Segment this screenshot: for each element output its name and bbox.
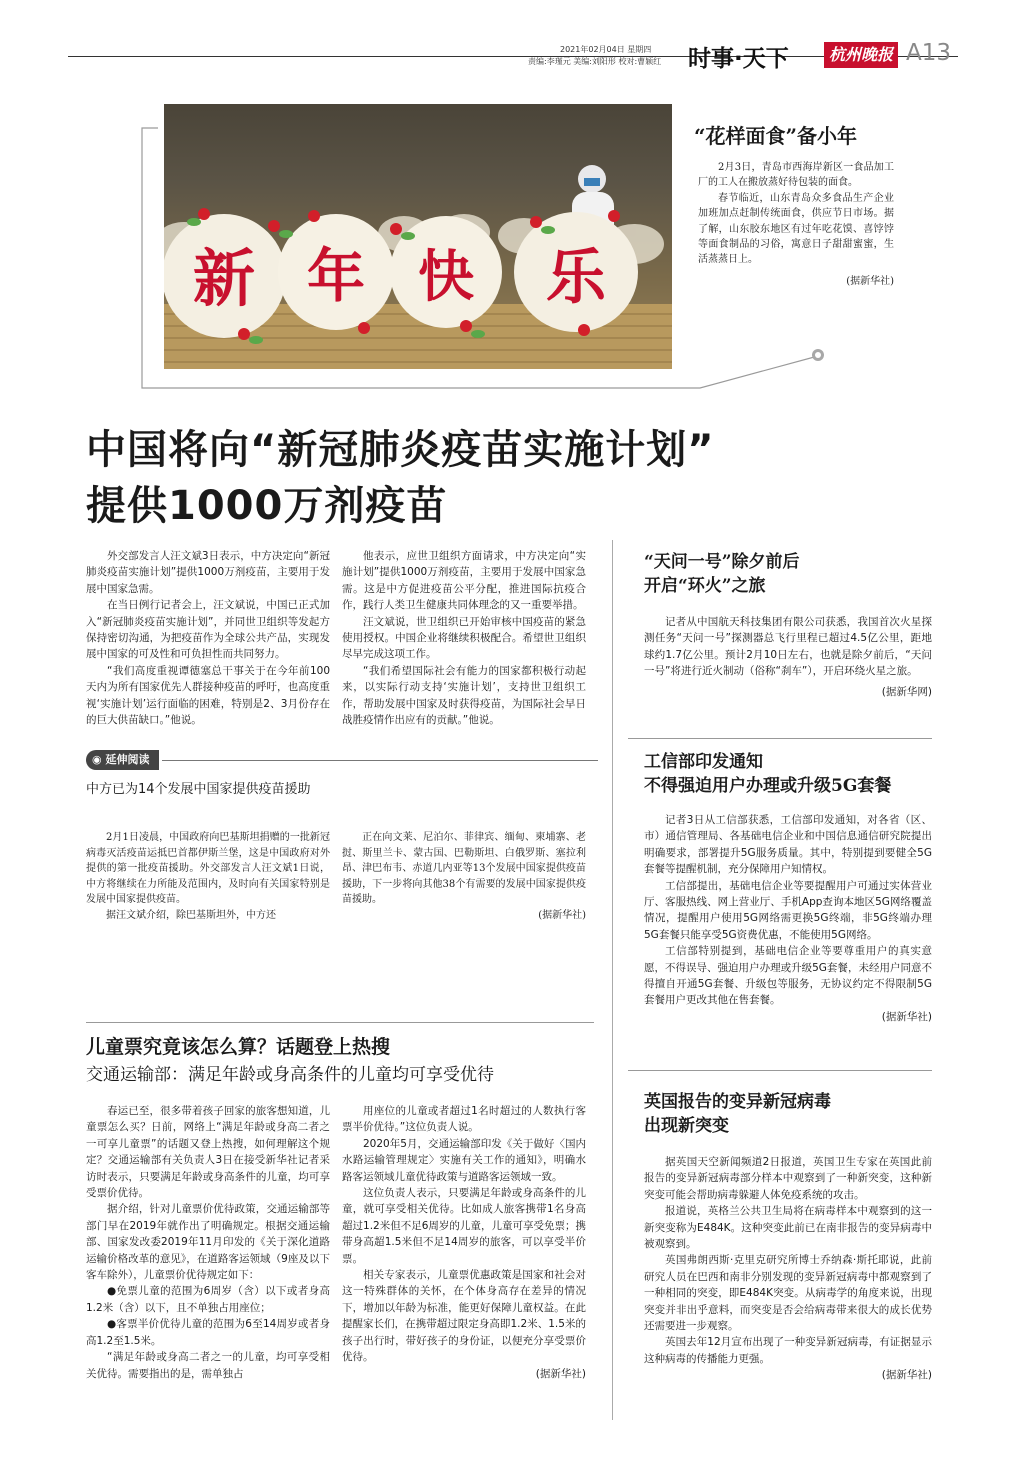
main-story-col-2 (342, 548, 586, 728)
extended-col-1 (86, 830, 330, 924)
photo-feature-para-2: 春节临近，山东青岛众多食品生产企业加班加点赶制传统面食，供应节日市场。据了解，山东胶东地区有过年吃花馍、喜饽饽等面食制品的习俗，寓意日子甜甜蜜蜜，生活蒸蒸日上。 (698, 192, 894, 266)
miit-headline (644, 750, 891, 798)
extended-col-2 (342, 830, 586, 924)
children-ticket-subhead: 交通运输部：满足年龄或身高条件的儿童均可享受优待 (86, 1065, 494, 1085)
photo-feature-source: (据新华社) (846, 275, 894, 287)
children-ticket-para-4: ●客票半价优待儿童的范围为6至14周岁或者身高1.2至1.5米。 (86, 1318, 330, 1347)
children-ticket-source: (据新华社) (535, 1367, 586, 1380)
extended-para-3: 正在向文莱、尼泊尔、菲律宾、缅甸、柬埔寨、老挝、斯里兰卡、蒙古国、巴勒斯坦、白俄罗斯、塞拉利昂、津巴布韦、赤道几内亚等13个发展中国家提供疫苗援助，下一步将向其他38个有需要的发展中国家提供疫苗援助。 (342, 832, 586, 906)
issue-date: 2021年02月04日 星期四 (560, 45, 652, 54)
miit-body (644, 812, 932, 1025)
photo-feature-para-1: 2月3日，青岛市西海岸新区一食品加工厂的工人在搬放蒸好待包装的面食。 (698, 162, 894, 189)
main-headline-line-2: 提供1000万剂疫苗 (86, 483, 448, 529)
uk-virus-body (644, 1154, 932, 1384)
tianwen-headline (644, 550, 800, 598)
uk-virus-para-2: 报道说，英格兰公共卫生局将在病毒样本中观察到的这一新突变称为E484K。这种突变此前已在南非报告的变异病毒中被观察到。 (644, 1205, 932, 1251)
extended-reading-label-text: 延伸阅读 (105, 753, 150, 766)
photo-feature-text (698, 160, 894, 289)
bun-character-1: 新 (192, 242, 256, 315)
children-ticket-top-rule (86, 1022, 594, 1023)
tianwen-headline-line-2: 开启“环火”之旅 (644, 576, 766, 596)
children-ticket-para-8: 这位负责人表示，只要满足年龄或身高条件的儿童，就可享受相关优待。比如成人旅客携带1名身高超过1.2米但不足6周岁的儿童，儿童可享受免票；携带身高超1.5米但不足14周岁的旅客，可以享受半价票。 (342, 1187, 586, 1265)
bun-character-3: 快 (418, 244, 474, 310)
children-ticket-para-1: 春运已至，很多带着孩子回家的旅客想知道，儿童票怎么买？日前，网络上“满足年龄或身高二者之一可享儿童票”的话题又登上热搜，如何理解这个规定？交通运输部有关负责人3日在接受新华社记者采访时表示，只要满足年龄或身高条件的儿童，均可享受票价优待。 (86, 1105, 330, 1200)
uk-virus-headline (644, 1090, 831, 1138)
children-ticket-para-6: 用座位的儿童或者超过1名时超过的人数执行客票半价优待。”这位负责人说。 (342, 1105, 586, 1134)
main-story-para-3: “我们高度重视谭德塞总干事关于在今年前100天内为所有国家优先人群接种疫苗的呼吁，也高度重视‘实施计划’运行面临的困难，特别是2、3月份存在的巨大供苗缺口。”他说。 (86, 664, 330, 727)
extended-source: (据新华社) (538, 909, 586, 921)
main-story-para-5: 汪文斌说，世卫组织已开始审核中国疫苗的紧急使用授权。中国企业将继续积极配合。希望世卫组织尽早完成这项工作。 (342, 615, 586, 661)
children-ticket-para-9: 相关专家表示，儿童票优惠政策是国家和社会对这一特殊群体的关怀，在个体身高存在差异的情况下，增加以年龄为标准，能更好保障儿童权益。在此提醒家长们，在携带超过限定身高即1.2米、1.5米的孩子出行时，带好孩子的身份证，以便充分享受票价优待。 (342, 1269, 586, 1364)
miit-source: (据新华社) (881, 1010, 932, 1023)
newspaper-logo: 杭州晚报 (824, 42, 898, 68)
chat-bubble-icon: ◉ (92, 753, 102, 766)
right-column-divider (612, 540, 613, 1420)
uk-virus-para-3: 英国弗朗西斯·克里克研究所博士乔纳森·斯托耶说，此前研究人员在巴西和南非分别发现的变异新冠病毒中都观察到了一种相同的突变，即E484K突变。从病毒学的角度来说，出现突变并非出乎意料，而突变是否会给病毒带来很大的成长优势还需要进一步观察。 (644, 1254, 932, 1333)
editor-credits: 责编:李瑾元 美编:刘阳形 校对:曹颖红 (528, 57, 662, 66)
miit-para-1: 记者3日从工信部获悉，工信部印发通知，对各省（区、市）通信管理局、各基础电信企业和中国信息通信研究院提出明确要求，部署提升5G服务质量。其中，特别提到要健全5G套餐等提醒机制，充分保障用户知情权。 (644, 814, 932, 876)
page-number: A13 (906, 40, 952, 66)
extended-para-1: 2月1日凌晨，中国政府向巴基斯坦捐赠的一批新冠病毒灭活疫苗运抵巴首都伊斯兰堡，这是中国政府对外提供的第一批疫苗援助。外交部发言人汪文斌1日说，中方将继续在力所能及范围内，及时向有关国家特别是发展中国家提供疫苗。 (86, 832, 330, 906)
tianwen-body (644, 614, 932, 700)
extended-para-2: 据汪文斌介绍，除巴基斯坦外，中方还 (106, 909, 276, 921)
children-ticket-para-2: 据介绍，针对儿童票价优待政策，交通运输部等部门早在2019年就作出了明确规定。根据交通运输部、国家发改委2019年11月印发的《关于深化道路运输价格改革的意见》，在道路客运领域（9座及以下客车除外），儿童票价优待规定如下： (86, 1203, 330, 1282)
miit-para-3: 工信部特别提到，基础电信企业等要尊重用户的真实意愿，不得误导、强迫用户办理或升级5G套餐，未经用户同意不得擅自开通5G套餐、升级包等服务，无协议约定不得限制5G套餐用户更改其他在售套餐。 (644, 945, 932, 1007)
uk-virus-para-1: 据英国天空新闻频道2日报道，英国卫生专家在英国此前报告的变异新冠病毒部分样本中观察到了一种新突变，这种新突变可能会帮助病毒躲避人体免疫系统的攻击。 (644, 1156, 932, 1201)
main-story-para-4: 他表示，应世卫组织方面请求，中方决定向“实施计划”提供1000万剂疫苗，主要用于发展中国家急需。这是中方促进疫苗公平分配，推进国际抗疫合作，践行人类卫生健康共同体理念的又一重要举措。 (342, 550, 586, 612)
children-ticket-col-1 (86, 1103, 330, 1382)
tianwen-headline-line-1: “天问一号”除夕前后 (644, 552, 800, 572)
uk-virus-source: (据新华社) (881, 1369, 932, 1382)
miit-para-2: 工信部提出，基础电信企业等要提醒用户可通过实体营业厅、客服热线、网上营业厅、手机App查询本地区5G网络覆盖情况，提醒用户使用5G网络需更换5G终端，非5G终端办理5G套餐只能享受5G资费优惠，不能使用5G网络。 (644, 879, 932, 941)
photo-feature-title: “花样面食”备小年 (694, 124, 858, 148)
section-name: 时事·天下 (688, 46, 789, 72)
extended-reading-rule (162, 760, 598, 761)
extended-reading-label (86, 750, 159, 770)
main-headline-line-1: 中国将向“新冠肺炎疫苗实施计划” (86, 427, 715, 473)
bun-character-2: 年 (306, 242, 366, 310)
children-ticket-para-5: “满足年龄或身高二者之一的儿童，均可享受相关优待。需要指出的是，需单独占 (86, 1351, 330, 1380)
main-story-para-6: “我们希望国际社会有能力的国家都积极行动起来，以实际行动支持‘实施计划’，支持世卫组织工作，帮助发展中国家及时获得疫苗，为国际社会早日战胜疫情作出应有的贡献。”他说。 (342, 664, 586, 727)
photo-scene (164, 104, 672, 369)
extended-reading-subtitle: 中方已为14个发展中国家提供疫苗援助 (86, 782, 311, 797)
children-ticket-para-3: ●免票儿童的范围为6周岁（含）以下或者身高1.2米（含）以下，且不单独占用座位； (86, 1285, 330, 1314)
main-story-para-2: 在当日例行记者会上，汪文斌说，中国已正式加入“新冠肺炎疫苗实施计划”，并同世卫组织等发起方保持密切沟通，为把疫苗作为全球公共产品，实现发展中国家的可及性和可负担性而共同努力。 (86, 599, 330, 661)
children-ticket-headline: 儿童票究竟该怎么算？话题登上热搜 (86, 1036, 391, 1058)
miit-headline-line-2: 不得强迫用户办理或升级5G套餐 (644, 776, 892, 796)
uk-virus-headline-line-1: 英国报告的变异新冠病毒 (644, 1092, 831, 1112)
main-story-col-1 (86, 548, 330, 728)
news-photo (164, 104, 672, 369)
miit-bottom-rule (628, 1070, 932, 1071)
main-headline (86, 422, 846, 534)
children-ticket-col-2 (342, 1103, 586, 1382)
children-ticket-para-7: 2020年5月，交通运输部印发《关于做好〈国内水路运输管理规定〉实施有关工作的通知》，明确水路客运领域儿童优待政策与道路客运领域一致。 (342, 1137, 586, 1183)
tianwen-para-1: 记者从中国航天科技集团有限公司获悉，我国首次火星探测任务“天问一号”探测器总飞行里程已超过4.5亿公里，距地球约1.7亿公里。预计2月10日左右，也就是除夕前后，“天问一号”将进行近火制动（俗称“刹车”），开启环绕火星之旅。 (644, 616, 932, 678)
tianwen-source: (据新华网) (881, 685, 932, 698)
bun-character-4: 乐 (546, 243, 606, 313)
miit-headline-line-1: 工信部印发通知 (644, 752, 763, 772)
main-story-para-1: 外交部发言人汪文斌3日表示，中方决定向“新冠肺炎疫苗实施计划”提供1000万剂疫苗，主要用于发展中国家急需。 (86, 550, 330, 595)
uk-virus-headline-line-2: 出现新突变 (644, 1116, 729, 1136)
uk-virus-para-4: 英国去年12月宣布出现了一种变异新冠病毒，有证据显示这种病毒的传播能力更强。 (644, 1336, 932, 1365)
tianwen-bottom-rule (628, 738, 932, 739)
